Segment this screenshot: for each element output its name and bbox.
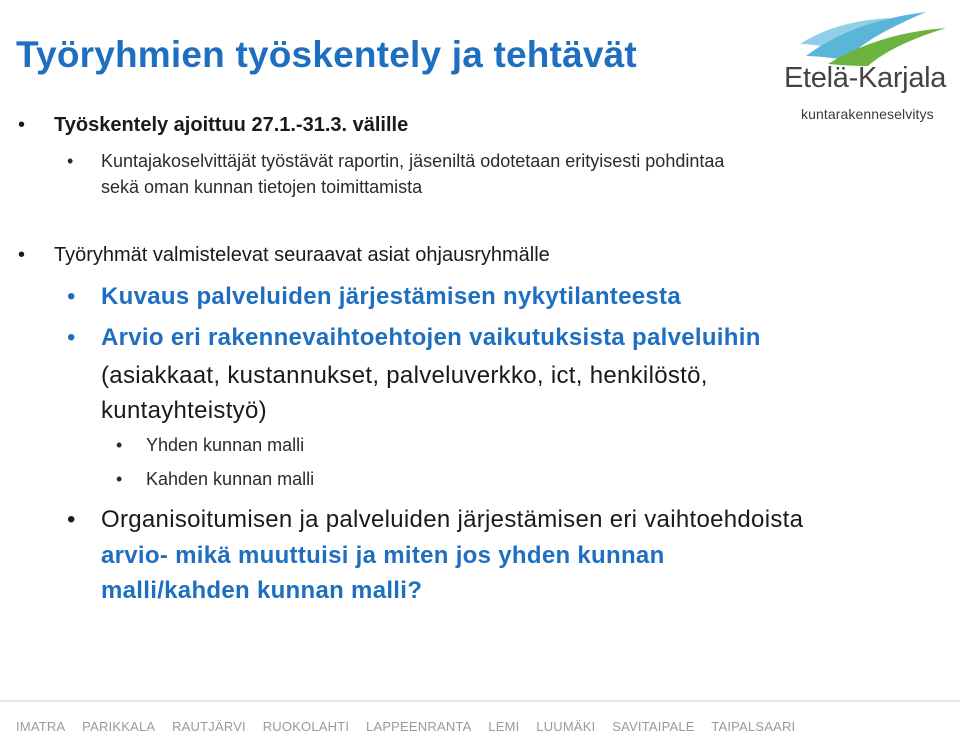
sub-bullet-organisation-line2: arvio- mikä muuttuisi ja miten jos yhden kunnan bbox=[101, 542, 665, 569]
sub-bullet-assessment-line3: kuntayhteistyö) bbox=[101, 397, 267, 424]
wave-logo-icon bbox=[798, 4, 948, 70]
bullet: • bbox=[18, 244, 26, 266]
bullet: • bbox=[67, 151, 74, 171]
model-one-municipality: Yhden kunnan malli bbox=[146, 435, 305, 455]
model-two-municipalities: Kahden kunnan malli bbox=[146, 469, 315, 489]
bullet-work-period: Työskentely ajoittuu 27.1.-31.3. välille bbox=[54, 114, 409, 136]
bullet: • bbox=[67, 283, 76, 310]
footer-town: IMATRA bbox=[16, 719, 66, 734]
bullet: • bbox=[67, 506, 76, 533]
footer-town: TAIPALSAARI bbox=[711, 719, 796, 734]
sub-bullet-current-state: Kuvaus palveluiden järjestämisen nykytilanteesta bbox=[101, 283, 681, 310]
sub-bullet-report-line2: sekä oman kunnan tietojen toimittamista bbox=[101, 177, 423, 197]
footer-divider bbox=[0, 700, 960, 702]
sub-bullet-organisation-line1: Organisoitumisen ja palveluiden järjestämisen eri vaihtoehdoista bbox=[101, 506, 804, 533]
logo-name: Etelä-Karjala bbox=[784, 62, 947, 94]
footer-town: LEMI bbox=[488, 719, 520, 734]
bullet: • bbox=[67, 324, 76, 351]
footer-town: RAUTJÄRVI bbox=[172, 719, 246, 734]
footer-town: LUUMÄKI bbox=[536, 719, 596, 734]
bullet: • bbox=[116, 469, 123, 489]
logo-subtitle: kuntarakenneselvitys bbox=[801, 106, 934, 122]
footer-town-list bbox=[16, 719, 808, 734]
footer-town: LAPPEENRANTA bbox=[366, 719, 472, 734]
slide-title: Työryhmien työskentely ja tehtävät bbox=[16, 34, 637, 75]
sub-bullet-assessment-line1: Arvio eri rakennevaihtoehtojen vaikutuksista palveluihin bbox=[101, 324, 761, 351]
bullet-working-groups: Työryhmät valmistelevat seuraavat asiat ohjausryhmälle bbox=[54, 244, 550, 266]
bullet: • bbox=[18, 114, 26, 136]
sub-bullet-report-line1: Kuntajakoselvittäjät työstävät raportin, jäseniltä odotetaan erityisesti pohdintaa bbox=[101, 151, 725, 171]
footer-town: SAVITAIPALE bbox=[612, 719, 695, 734]
bullet: • bbox=[116, 435, 123, 455]
footer-town: PARIKKALA bbox=[82, 719, 156, 734]
footer-town: RUOKOLAHTI bbox=[262, 719, 350, 734]
sub-bullet-organisation-line3: malli/kahden kunnan malli? bbox=[101, 577, 423, 604]
etela-karjala-logo bbox=[780, 4, 956, 124]
sub-bullet-assessment-line2: (asiakkaat, kustannukset, palveluverkko, ict, henkilöstö, bbox=[101, 362, 708, 389]
